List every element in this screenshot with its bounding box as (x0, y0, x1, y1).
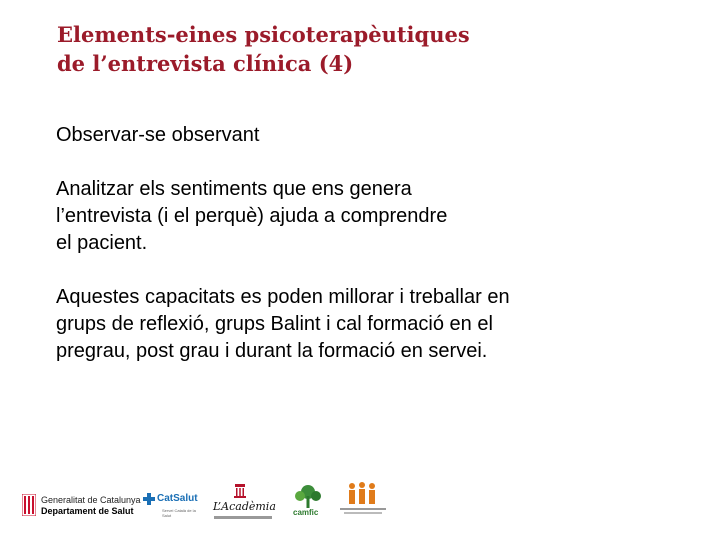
paragraph-2-line-3: pregrau, post grau i durant la formació en servei. (56, 340, 488, 362)
orange-institution-logo (340, 482, 386, 522)
camfic-tree-icon (292, 484, 324, 510)
camfic-name: camfic (293, 508, 319, 517)
paragraph-1-line-2: l’entrevista (i el perquè) ajuda a comprendre (56, 205, 448, 227)
camfic-logo (290, 484, 330, 522)
orange-logo-caption-line-1 (340, 508, 386, 510)
academia-emblem-icon (234, 484, 246, 498)
catsalut-subtitle: Servei Català de la Salut (162, 508, 196, 518)
department-name: Departament de Salut (41, 506, 134, 516)
paragraph-2-line-1: Aquestes capacitats es poden millorar i treballar en (56, 286, 510, 308)
paragraph-1-line-3: el pacient. (56, 232, 148, 254)
paragraph-2-line-2: grups de reflexió, grups Balint i cal formació en el (56, 313, 493, 335)
orange-logo-caption-line-2 (344, 512, 382, 514)
generalitat-shield-icon (22, 494, 36, 516)
generalitat-name: Generalitat de Catalunya (41, 495, 141, 505)
slide-title-line-1: Elements-eines psicoterapèutiques (57, 22, 470, 47)
paragraph-1-line-1: Analitzar els sentiments que ens genera (56, 178, 412, 200)
generalitat-logo (22, 492, 142, 522)
catsalut-logo (142, 492, 204, 526)
academia-logo (210, 480, 280, 524)
academia-underline (214, 516, 272, 519)
catsalut-cross-icon (142, 492, 156, 506)
slide-title-line-2: de l’entrevista clínica (4) (57, 51, 354, 76)
catsalut-name: CatSalut (157, 493, 198, 504)
footer-logos (22, 480, 402, 530)
orange-figures-icon (346, 482, 378, 506)
slide-content (56, 122, 656, 365)
academia-name: L’Acadèmia (213, 500, 276, 513)
slide-subtitle: Observar-se observant (56, 124, 260, 146)
paragraph-1 (56, 176, 656, 257)
paragraph-2 (56, 284, 656, 365)
slide-title (57, 20, 677, 78)
